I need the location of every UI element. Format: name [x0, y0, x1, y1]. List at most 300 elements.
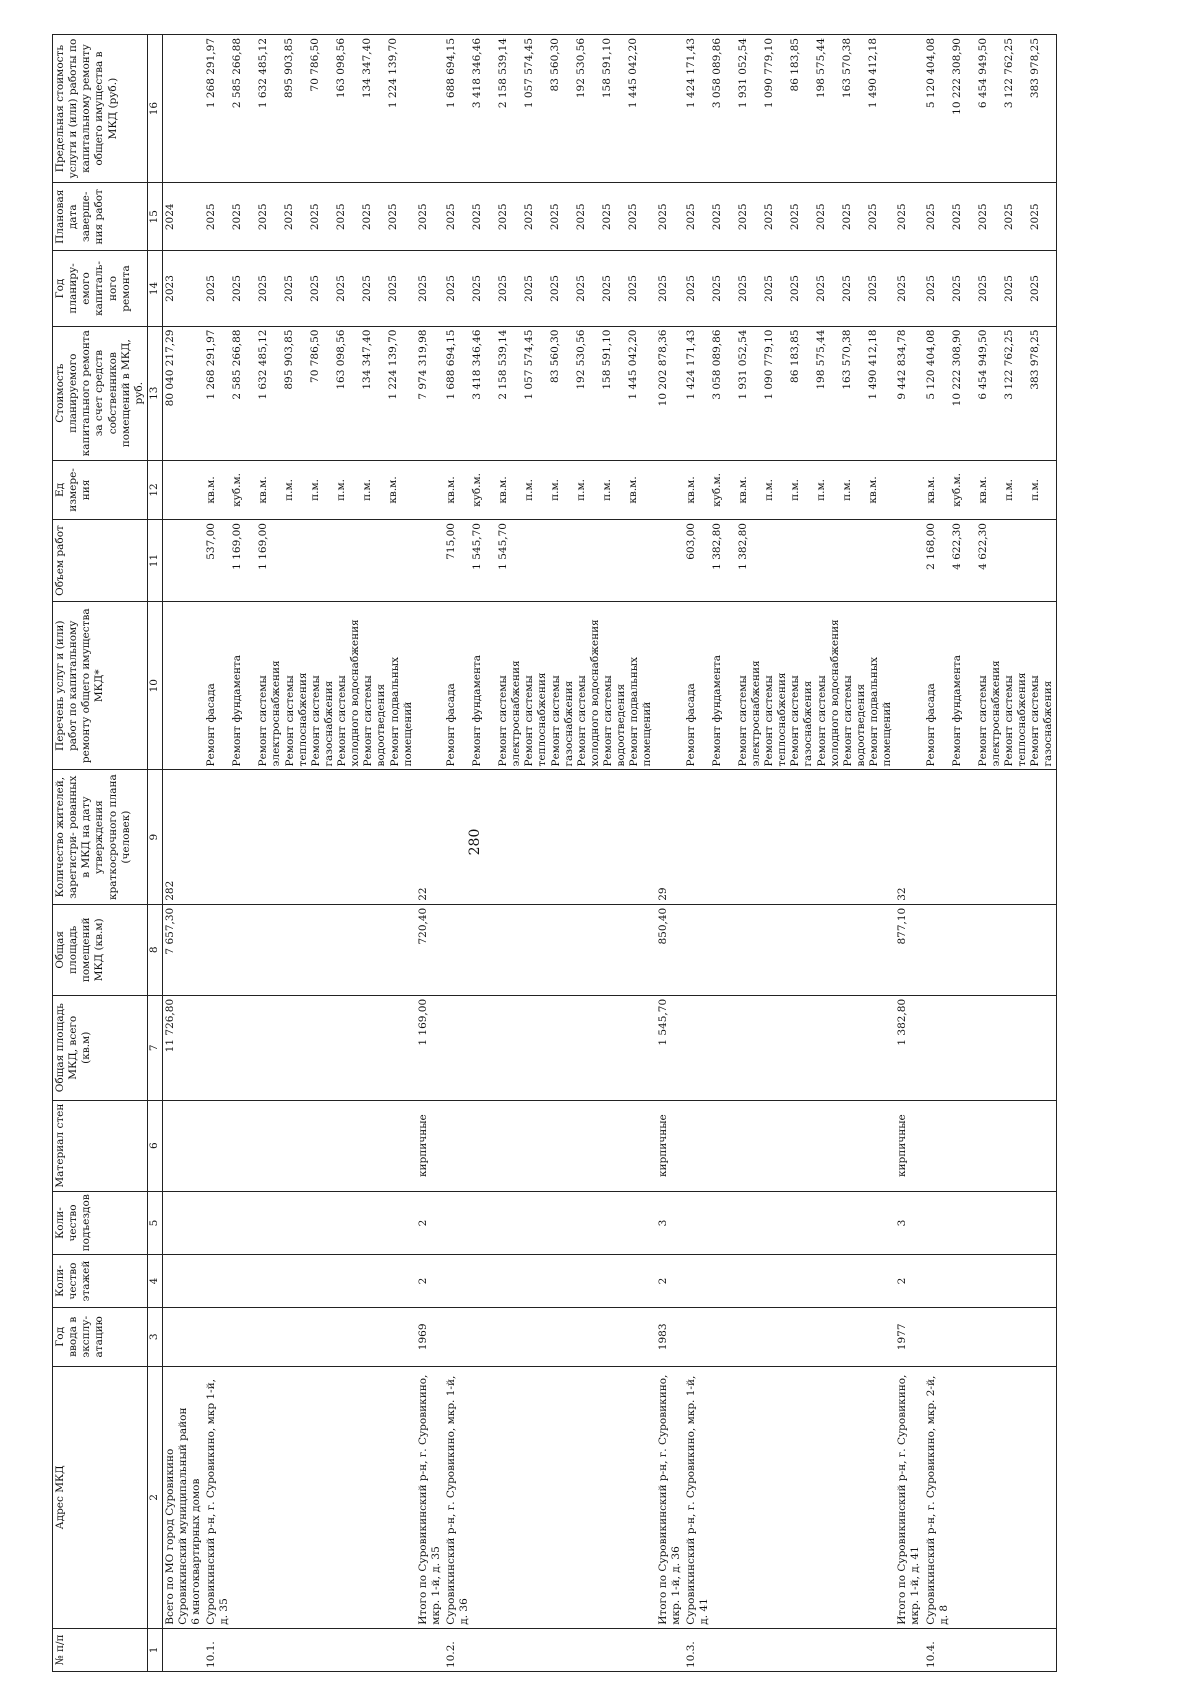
house-empty — [444, 904, 656, 995]
subtotal-end-date: 2025 — [416, 183, 444, 251]
total-row — [162, 35, 204, 1672]
house-empty — [684, 770, 896, 904]
work-year-line: 2025 — [549, 275, 561, 302]
work-name-line: Ремонт системы газоснабжения — [549, 675, 575, 767]
column-number-14: 14 — [147, 251, 162, 326]
house-wall-material: кирпичные — [656, 1100, 684, 1191]
work-name-line: Ремонт системы электроснабжения — [736, 660, 762, 767]
subtotal-cost: 9 442 834,78 — [895, 326, 923, 460]
subtotal-empty — [895, 520, 923, 602]
subtotal-row — [895, 35, 923, 1672]
house-total-area: 1 382,80 — [895, 995, 923, 1100]
house-empty — [444, 1255, 656, 1307]
work-unit-line: п.м. — [814, 479, 827, 501]
work-year-line: 2025 — [601, 275, 613, 302]
work-year-line: 2025 — [523, 275, 535, 302]
house-residents: 29 — [656, 770, 684, 904]
house-entrances: 3 — [656, 1191, 684, 1255]
total-area: 11 726,80 — [162, 995, 204, 1100]
work-limit-cost-line: 3 418 346,46 — [471, 38, 483, 109]
work-volume-line — [575, 523, 601, 598]
work-unit — [684, 460, 896, 519]
column-number-9: 9 — [147, 770, 162, 904]
work-name-line: Ремонт системы газоснабжения — [309, 675, 335, 767]
work-limit-cost-line: 83 560,30 — [549, 38, 561, 92]
house-wall-material: кирпичные — [895, 1100, 923, 1191]
work-year-line: 2025 — [627, 275, 639, 302]
work-name-line: Ремонт фасада — [924, 683, 937, 767]
house-residents: 22 — [416, 770, 444, 904]
column-header-9: Количество жителей, зарегистри- рованных в МКД на дату утверждения краткосрочного плана (человек) — [53, 770, 148, 904]
column-number-row — [147, 35, 162, 1672]
house-floors: 2 — [416, 1255, 444, 1307]
work-limit-cost-line: 1 931 052,54 — [736, 38, 749, 109]
work-cost-line: 2 585 266,88 — [231, 329, 244, 400]
house-number: 10.4. — [924, 1628, 1057, 1671]
work-unit-line: кв.м. — [627, 476, 639, 504]
subtotal-label: Итого по Суровикинский р-н, г. Суровикино, мкр. 1-й, д. 41 — [895, 1366, 923, 1628]
work-name-line: Ремонт системы холодного водоснабжения — [815, 619, 841, 767]
work-end-date-line: 2025 — [950, 203, 963, 231]
work-year-line: 2025 — [1002, 275, 1015, 302]
total-cost: 80 040 217,29 — [162, 326, 204, 460]
work-end-date-line: 2025 — [231, 203, 244, 231]
work-volume — [444, 520, 656, 602]
work-end-date — [444, 183, 656, 251]
house-row — [924, 35, 1057, 1672]
subtotal-end-date: 2025 — [895, 183, 923, 251]
house-year-built: 1977 — [895, 1307, 923, 1366]
work-year — [684, 251, 896, 326]
work-unit-line: п.м. — [335, 479, 348, 501]
work-volume-line: 1 169,00 — [231, 523, 244, 570]
subtotal-empty — [895, 460, 923, 519]
work-unit-line: п.м. — [575, 479, 587, 501]
work-year-line: 2025 — [976, 275, 989, 302]
column-number-7: 7 — [147, 995, 162, 1100]
house-residents: 32 — [895, 770, 923, 904]
work-volume-line — [789, 523, 815, 598]
column-header-4: Коли- чество этажей — [53, 1255, 148, 1307]
work-end-date-line: 2025 — [387, 203, 400, 231]
house-empty — [684, 1307, 896, 1366]
work-volume-line: 1 545,70 — [471, 523, 483, 570]
house-empty — [924, 770, 1057, 904]
house-address: Суровикинский р-н, г. Суровикино, мкр 1-й, д. 35 — [204, 1366, 416, 1628]
work-year-line: 2025 — [445, 275, 457, 302]
work-cost-line: 1 688 694,15 — [445, 329, 457, 400]
work-year-line: 2025 — [840, 275, 853, 302]
column-number-1: 1 — [147, 1628, 162, 1671]
house-wall-material: кирпичные — [416, 1100, 444, 1191]
column-header-5: Коли- чество подъездов — [53, 1191, 148, 1255]
work-unit-line: п.м. — [361, 479, 374, 501]
total-limit — [162, 35, 204, 183]
work-limit-cost — [204, 35, 416, 183]
work-limit-cost — [444, 35, 656, 183]
work-name-line: Ремонт фасада — [205, 683, 218, 767]
house-address: Суровикинский р-н, г. Суровикино, мкр. 2-й, д. 8 — [924, 1366, 1057, 1628]
work-year-line: 2025 — [814, 275, 827, 302]
house-premises-area: 850,40 — [656, 904, 684, 995]
column-header-7: Общая площадь МКД, всего (кв.м) — [53, 995, 148, 1100]
work-year — [924, 251, 1057, 326]
house-empty — [444, 1100, 656, 1191]
work-unit-line: кв.м. — [257, 476, 270, 504]
work-name-line: Ремонт подвальных помещений — [388, 656, 414, 767]
subtotal-empty — [416, 602, 444, 770]
house-empty — [924, 1307, 1057, 1366]
column-number-3: 3 — [147, 1307, 162, 1366]
work-name-line: Ремонт системы холодного водоснабжения — [575, 619, 601, 767]
subtotal-limit — [656, 35, 684, 183]
work-limit-cost-line: 1 268 291,97 — [205, 38, 218, 109]
work-unit-line: кв.м. — [866, 476, 879, 504]
work-year-line: 2025 — [950, 275, 963, 302]
work-cost-line: 70 786,50 — [309, 329, 322, 383]
work-volume-line: 1 545,70 — [497, 523, 509, 570]
work-cost-line: 192 530,56 — [575, 329, 587, 390]
house-empty — [204, 995, 416, 1100]
work-cost-line: 163 098,56 — [335, 329, 348, 390]
house-empty — [204, 1255, 416, 1307]
work-name-line: Ремонт фасада — [445, 683, 457, 767]
work-name-line: Ремонт фасада — [684, 683, 697, 767]
work-limit-cost-line: 5 120 404,08 — [924, 38, 937, 109]
column-header-16: Предельная стоимость услуги и (или) работы по капитальному ремонту общего имущества в МКД (руб.) — [53, 35, 148, 183]
house-premises-area: 877,10 — [895, 904, 923, 995]
work-name-line: Ремонт подвальных помещений — [868, 656, 894, 767]
total-end-date: 2024 — [162, 183, 204, 251]
work-name-line: Ремонт системы водоотведения — [841, 675, 867, 767]
house-entrances: 3 — [895, 1191, 923, 1255]
work-cost-line: 895 903,85 — [283, 329, 296, 390]
work-volume-line: 715,00 — [445, 523, 457, 560]
total-empty — [162, 1307, 204, 1366]
subtotal-row — [656, 35, 684, 1672]
work-year-line: 2025 — [497, 275, 509, 302]
work-limit-cost-line: 2 585 266,88 — [231, 38, 244, 109]
subtotal-cost: 7 974 319,98 — [416, 326, 444, 460]
work-volume-line — [1029, 523, 1055, 598]
work-volume-line: 1 382,80 — [710, 523, 723, 570]
work-year-line: 2025 — [866, 275, 879, 302]
work-limit-cost-line: 1 057 574,45 — [523, 38, 535, 109]
work-year-line: 2025 — [257, 275, 270, 302]
house-row — [684, 35, 896, 1672]
column-header-15: Плановая дата заверше- ния работ — [53, 183, 148, 251]
work-limit-cost-line: 1 490 412,18 — [866, 38, 879, 109]
work-volume-line — [387, 523, 413, 598]
work-name-line: Ремонт системы холодного водоснабжения — [336, 619, 362, 767]
work-limit-cost-line: 1 445 042,20 — [627, 38, 639, 109]
work-end-date-line: 2025 — [762, 203, 775, 231]
work-unit-line: кв.м. — [205, 476, 218, 504]
header-row — [53, 35, 148, 1672]
work-name-line: Ремонт системы водоотведения — [362, 675, 388, 767]
repair-plan-table — [52, 34, 1057, 1672]
house-floors: 2 — [656, 1255, 684, 1307]
work-name-line: Ремонт системы электроснабжения — [976, 660, 1002, 767]
work-unit-line: п.м. — [762, 479, 775, 501]
work-limit-cost-line: 158 591,10 — [601, 38, 613, 99]
work-volume-line: 537,00 — [205, 523, 218, 560]
work-volume-line: 4 622,30 — [950, 523, 963, 570]
work-year-line: 2025 — [575, 275, 587, 302]
total-residents: 282 — [162, 770, 204, 904]
work-unit-line: п.м. — [523, 479, 535, 501]
column-number-11: 11 — [147, 520, 162, 602]
subtotal-empty — [895, 602, 923, 770]
work-unit-line: куб.м. — [950, 473, 963, 507]
column-header-1: № п/п — [53, 1628, 148, 1671]
work-year-line: 2025 — [1028, 275, 1041, 302]
house-empty — [924, 1100, 1057, 1191]
column-number-10: 10 — [147, 602, 162, 770]
work-volume-line — [361, 523, 387, 598]
house-empty — [924, 995, 1057, 1100]
work-end-date — [684, 183, 896, 251]
column-number-2: 2 — [147, 1366, 162, 1628]
work-end-date-line: 2025 — [445, 203, 457, 231]
work-volume-line — [763, 523, 789, 598]
work-unit-line: куб.м. — [710, 473, 723, 507]
work-end-date-line: 2025 — [788, 203, 801, 231]
column-header-14: Год планиру- емого капиталь- ного ремонта — [53, 251, 148, 326]
house-empty — [204, 1191, 416, 1255]
work-year-line: 2025 — [309, 275, 322, 302]
work-cost-line: 383 978,25 — [1028, 329, 1041, 390]
work-volume-line: 2 168,00 — [924, 523, 937, 570]
work-volume — [924, 520, 1057, 602]
house-address: Суровикинский р-н, г. Суровикино, мкр. 1-й, д. 41 — [684, 1366, 896, 1628]
house-row — [444, 35, 656, 1672]
work-name-line: Ремонт фундамента — [231, 654, 244, 767]
work-end-date-line: 2025 — [497, 203, 509, 231]
work-name — [204, 602, 416, 770]
work-year-line: 2025 — [788, 275, 801, 302]
subtotal-empty — [416, 520, 444, 602]
work-cost-line: 1 090 779,10 — [762, 329, 775, 400]
column-header-8: Общая площадь помещений МКД (кв.м) — [53, 904, 148, 995]
house-number: 10.1. — [204, 1628, 416, 1671]
work-cost-line: 3 122 762,25 — [1002, 329, 1015, 400]
work-limit-cost-line: 1 688 694,15 — [445, 38, 457, 109]
subtotal-limit — [895, 35, 923, 183]
work-end-date-line: 2025 — [257, 203, 270, 231]
work-unit-line: куб.м. — [471, 473, 483, 507]
work-cost — [684, 326, 896, 460]
house-year-built: 1983 — [656, 1307, 684, 1366]
house-empty — [684, 1100, 896, 1191]
work-name-line: Ремонт системы газоснабжения — [1029, 675, 1055, 767]
work-name-line: Ремонт системы теплоснабжения — [1002, 672, 1028, 767]
column-header-11: Объем работ — [53, 520, 148, 602]
house-empty — [204, 770, 416, 904]
work-unit-line: кв.м. — [497, 476, 509, 504]
subtotal-empty — [416, 460, 444, 519]
work-unit — [444, 460, 656, 519]
total-address: Всего по МО город Суровикино Суровикинский муниципальный район 6 многоквартирных домов — [162, 1366, 204, 1628]
subtotal-end-date: 2025 — [656, 183, 684, 251]
house-empty — [684, 904, 896, 995]
work-unit-line: кв.м. — [387, 476, 400, 504]
work-name-line: Ремонт фундамента — [950, 654, 963, 767]
house-address: Суровикинский р-н, г. Суровикино, мкр. 1-й, д. 36 — [444, 1366, 656, 1628]
subtotal-limit — [416, 35, 444, 183]
work-name — [444, 602, 656, 770]
work-cost — [444, 326, 656, 460]
work-unit-line: п.м. — [309, 479, 322, 501]
page-number: 280 — [467, 828, 483, 856]
work-volume-line — [867, 523, 893, 598]
work-end-date — [924, 183, 1057, 251]
work-cost-line: 10 222 308,90 — [950, 329, 963, 407]
work-year-line: 2025 — [684, 275, 697, 302]
work-cost-line: 3 058 089,86 — [710, 329, 723, 400]
house-empty — [924, 1191, 1057, 1255]
work-limit-cost-line: 383 978,25 — [1028, 38, 1041, 99]
work-year-line: 2025 — [361, 275, 374, 302]
work-name-line: Ремонт фундамента — [710, 654, 723, 767]
work-year-line: 2025 — [335, 275, 348, 302]
work-end-date-line: 2025 — [361, 203, 374, 231]
work-end-date-line: 2025 — [1002, 203, 1015, 231]
work-unit-line: п.м. — [788, 479, 801, 501]
work-end-date-line: 2025 — [601, 203, 613, 231]
column-header-12: Ед измере- ния — [53, 460, 148, 519]
work-volume-line — [841, 523, 867, 598]
work-cost-line: 86 183,85 — [788, 329, 801, 383]
column-header-2: Адрес МКД — [53, 1366, 148, 1628]
subtotal-no — [895, 1628, 923, 1671]
subtotal-no — [416, 1628, 444, 1671]
work-end-date-line: 2025 — [976, 203, 989, 231]
total-volume — [162, 520, 204, 602]
work-year-line: 2025 — [736, 275, 749, 302]
total-year: 2023 — [162, 251, 204, 326]
work-volume — [204, 520, 416, 602]
work-name-line: Ремонт системы теплоснабжения — [763, 672, 789, 767]
subtotal-label: Итого по Суровикинский р-н, г. Суровикино, мкр. 1-й, д. 36 — [656, 1366, 684, 1628]
work-unit-line: п.м. — [283, 479, 296, 501]
total-unit — [162, 460, 204, 519]
work-name-line: Ремонт системы электроснабжения — [497, 660, 523, 767]
total-works — [162, 602, 204, 770]
work-year-line: 2025 — [762, 275, 775, 302]
house-year-built: 1969 — [416, 1307, 444, 1366]
house-empty — [684, 1255, 896, 1307]
work-cost-line: 134 347,40 — [361, 329, 374, 390]
work-end-date-line: 2025 — [924, 203, 937, 231]
work-cost-line: 1 224 139,70 — [387, 329, 400, 400]
total-empty — [162, 1100, 204, 1191]
work-limit-cost-line: 2 158 539,14 — [497, 38, 509, 109]
work-volume-line — [601, 523, 627, 598]
work-cost-line: 1 268 291,97 — [205, 329, 218, 400]
work-name-line: Ремонт системы теплоснабжения — [523, 672, 549, 767]
work-limit-cost-line: 1 424 171,43 — [684, 38, 697, 109]
work-limit-cost-line: 10 222 308,90 — [950, 38, 963, 115]
work-year-line: 2025 — [924, 275, 937, 302]
work-volume-line — [523, 523, 549, 598]
work-cost-line: 5 120 404,08 — [924, 329, 937, 400]
work-volume-line — [1003, 523, 1029, 598]
work-end-date-line: 2025 — [684, 203, 697, 231]
work-end-date-line: 2025 — [575, 203, 587, 231]
column-header-10: Перечень услуг и (или) работ по капитальному ремонту общего имущества МКД* — [53, 602, 148, 770]
table-body — [162, 35, 1056, 1672]
subtotal-empty — [656, 602, 684, 770]
work-year-line: 2025 — [471, 275, 483, 302]
work-cost-line: 1 445 042,20 — [627, 329, 639, 400]
work-limit-cost-line: 198 575,44 — [814, 38, 827, 99]
subtotal-year: 2025 — [656, 251, 684, 326]
work-cost-line: 158 591,10 — [601, 329, 613, 390]
work-volume-line — [627, 523, 653, 598]
column-number-4: 4 — [147, 1255, 162, 1307]
work-year-line: 2025 — [205, 275, 218, 302]
rotated-table-container — [52, 34, 1192, 1672]
subtotal-row — [416, 35, 444, 1672]
house-floors: 2 — [895, 1255, 923, 1307]
house-total-area: 1 169,00 — [416, 995, 444, 1100]
work-limit-cost-line: 192 530,56 — [575, 38, 587, 99]
work-unit-line: п.м. — [601, 479, 613, 501]
work-limit-cost-line: 6 454 949,50 — [976, 38, 989, 109]
work-limit-cost-line: 70 786,50 — [309, 38, 322, 92]
work-unit-line: кв.м. — [684, 476, 697, 504]
work-limit-cost-line: 86 183,85 — [788, 38, 801, 92]
subtotal-empty — [656, 460, 684, 519]
subtotal-empty — [656, 520, 684, 602]
work-end-date-line: 2025 — [283, 203, 296, 231]
column-header-6: Материал стен — [53, 1100, 148, 1191]
work-unit-line: п.м. — [549, 479, 561, 501]
work-unit-line: п.м. — [1002, 479, 1015, 501]
column-number-8: 8 — [147, 904, 162, 995]
house-premises-area: 720,40 — [416, 904, 444, 995]
column-number-15: 15 — [147, 183, 162, 251]
work-limit-cost — [924, 35, 1057, 183]
house-empty — [684, 1191, 896, 1255]
total-premises-area: 7 657,30 — [162, 904, 204, 995]
work-end-date-line: 2025 — [335, 203, 348, 231]
work-volume-line — [815, 523, 841, 598]
work-limit-cost-line: 1 632 485,12 — [257, 38, 270, 109]
work-name — [684, 602, 896, 770]
total-empty — [162, 1255, 204, 1307]
work-unit-line: п.м. — [1028, 479, 1041, 501]
work-end-date-line: 2025 — [866, 203, 879, 231]
house-number: 10.2. — [444, 1628, 656, 1671]
house-empty — [444, 770, 656, 904]
column-header-3: Год ввода в эксплу- атацию — [53, 1307, 148, 1366]
total-empty — [162, 1191, 204, 1255]
work-volume-line: 4 622,30 — [976, 523, 989, 570]
work-volume-line: 603,00 — [684, 523, 697, 560]
work-limit-cost — [684, 35, 896, 183]
work-end-date-line: 2025 — [549, 203, 561, 231]
house-empty — [204, 904, 416, 995]
work-name-line: Ремонт системы электроснабжения — [257, 660, 283, 767]
work-volume-line — [549, 523, 575, 598]
work-end-date-line: 2025 — [309, 203, 322, 231]
work-name-line: Ремонт системы водоотведения — [602, 675, 628, 767]
work-cost-line: 1 931 052,54 — [736, 329, 749, 400]
work-end-date-line: 2025 — [1028, 203, 1041, 231]
house-empty — [444, 1191, 656, 1255]
